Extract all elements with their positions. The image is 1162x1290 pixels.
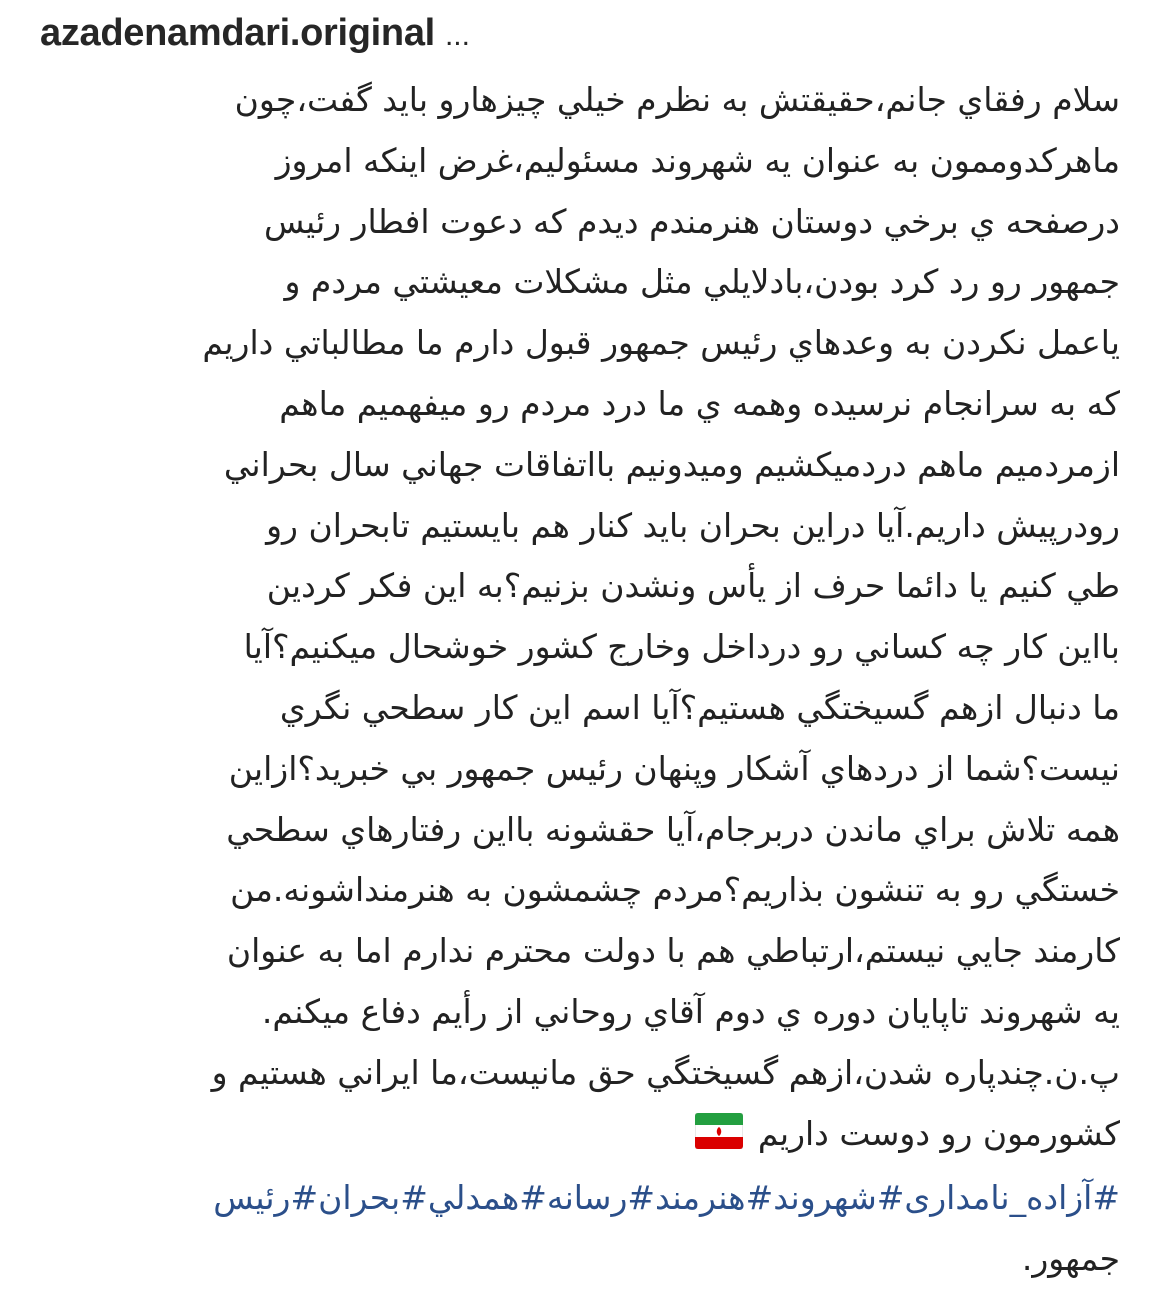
iran-flag-icon <box>695 1108 743 1169</box>
caption-line: جمهور رو رد كرد بودن،بادلايلي مثل مشكلات معيشتي مردم و <box>284 262 1120 302</box>
caption-last-text: كشورمون رو دوست داريم <box>757 1113 1120 1153</box>
hashtags-block <box>40 1168 1120 1290</box>
caption-line: بااين كار چه كساني رو درداخل وخارج كشور خوشحال ميكنيم؟آيا <box>243 627 1120 667</box>
caption-line: ياعمل نكردن به وعدهاي رئيس جمهور قبول دارم ما مطالباتي داريم <box>202 323 1120 363</box>
post-header <box>40 12 1120 66</box>
caption-body <box>40 70 1120 1168</box>
caption-line: ازمردميم ماهم دردميكشيم وميدونيم بااتفاقات جهاني سال بحراني <box>223 444 1120 484</box>
caption-line: طي كنيم يا دائما حرف از يأس ونشدن بزنيم؟به اين فكر كردين <box>266 566 1120 606</box>
caption-line: ما دنبال ازهم گسيختگي هستيم؟آيا اسم اين كار سطحي نگري <box>279 687 1120 727</box>
caption-line: ماهركدوممون به عنوان يه شهروند مسئوليم،غرض اينكه امروز <box>275 140 1120 180</box>
instagram-post-caption <box>40 12 1120 1290</box>
hashtag-link[interactable]: #همدلي <box>427 1178 547 1218</box>
caption-line: درصفحه ي برخي دوستان هنرمندم ديدم كه دعوت افطار رئيس <box>263 201 1120 241</box>
more-ellipsis[interactable]: ... <box>444 19 470 52</box>
caption-line: نيست؟شما از دردهاي آشكار وپنهان رئيس جمهور بي خبريد؟ازاين <box>228 748 1120 788</box>
hashtag-link[interactable]: #رئيس <box>213 1178 319 1218</box>
hashtag-link[interactable]: #آزاده_نامداری <box>904 1178 1120 1218</box>
hashtag-link[interactable]: #بحران <box>318 1178 428 1218</box>
hashtag-link[interactable]: #شهروند <box>773 1178 905 1218</box>
caption-line: خستگي رو به تنشون بذاريم؟مردم چشمشون به هنرمنداشونه.من <box>230 870 1120 910</box>
caption-line: يه شهروند تاپايان دوره ي دوم آقاي روحاني از رأيم دفاع ميكنم. <box>261 991 1120 1031</box>
hashtag-link[interactable]: #هنرمند <box>655 1178 774 1218</box>
username-link[interactable]: azadenamdari.original <box>40 12 435 54</box>
caption-line: كه به سرانجام نرسيده وهمه ي ما درد مردم رو ميفهميم ماهم <box>279 383 1120 423</box>
caption-line: كارمند جايي نيستم،ارتباطي هم با دولت محترم ندارم اما به عنوان <box>226 931 1120 971</box>
caption-line: همه تلاش براي ماندن دربرجام،آيا حقشونه بااين رفتارهاي سطحي <box>226 809 1120 849</box>
caption-line: پ.ن.چندپاره شدن،ازهم گسيختگي حق مانيست،ما ايراني هستيم و <box>211 1052 1120 1092</box>
caption-line: سلام رفقاي جانم،حقيقتش به نظرم خيلي چيزهارو بايد گفت،چون <box>234 80 1120 119</box>
caption-line-last <box>40 1104 1120 1169</box>
hashtag-line <box>40 1168 1120 1229</box>
caption-line: رودرپيش داريم.آيا دراين بحران بايد كنار هم بايستيم تابحران رو <box>266 505 1120 545</box>
caption-tail: جمهور. <box>1021 1239 1120 1279</box>
hashtag-link[interactable]: #رسانه <box>546 1178 656 1218</box>
